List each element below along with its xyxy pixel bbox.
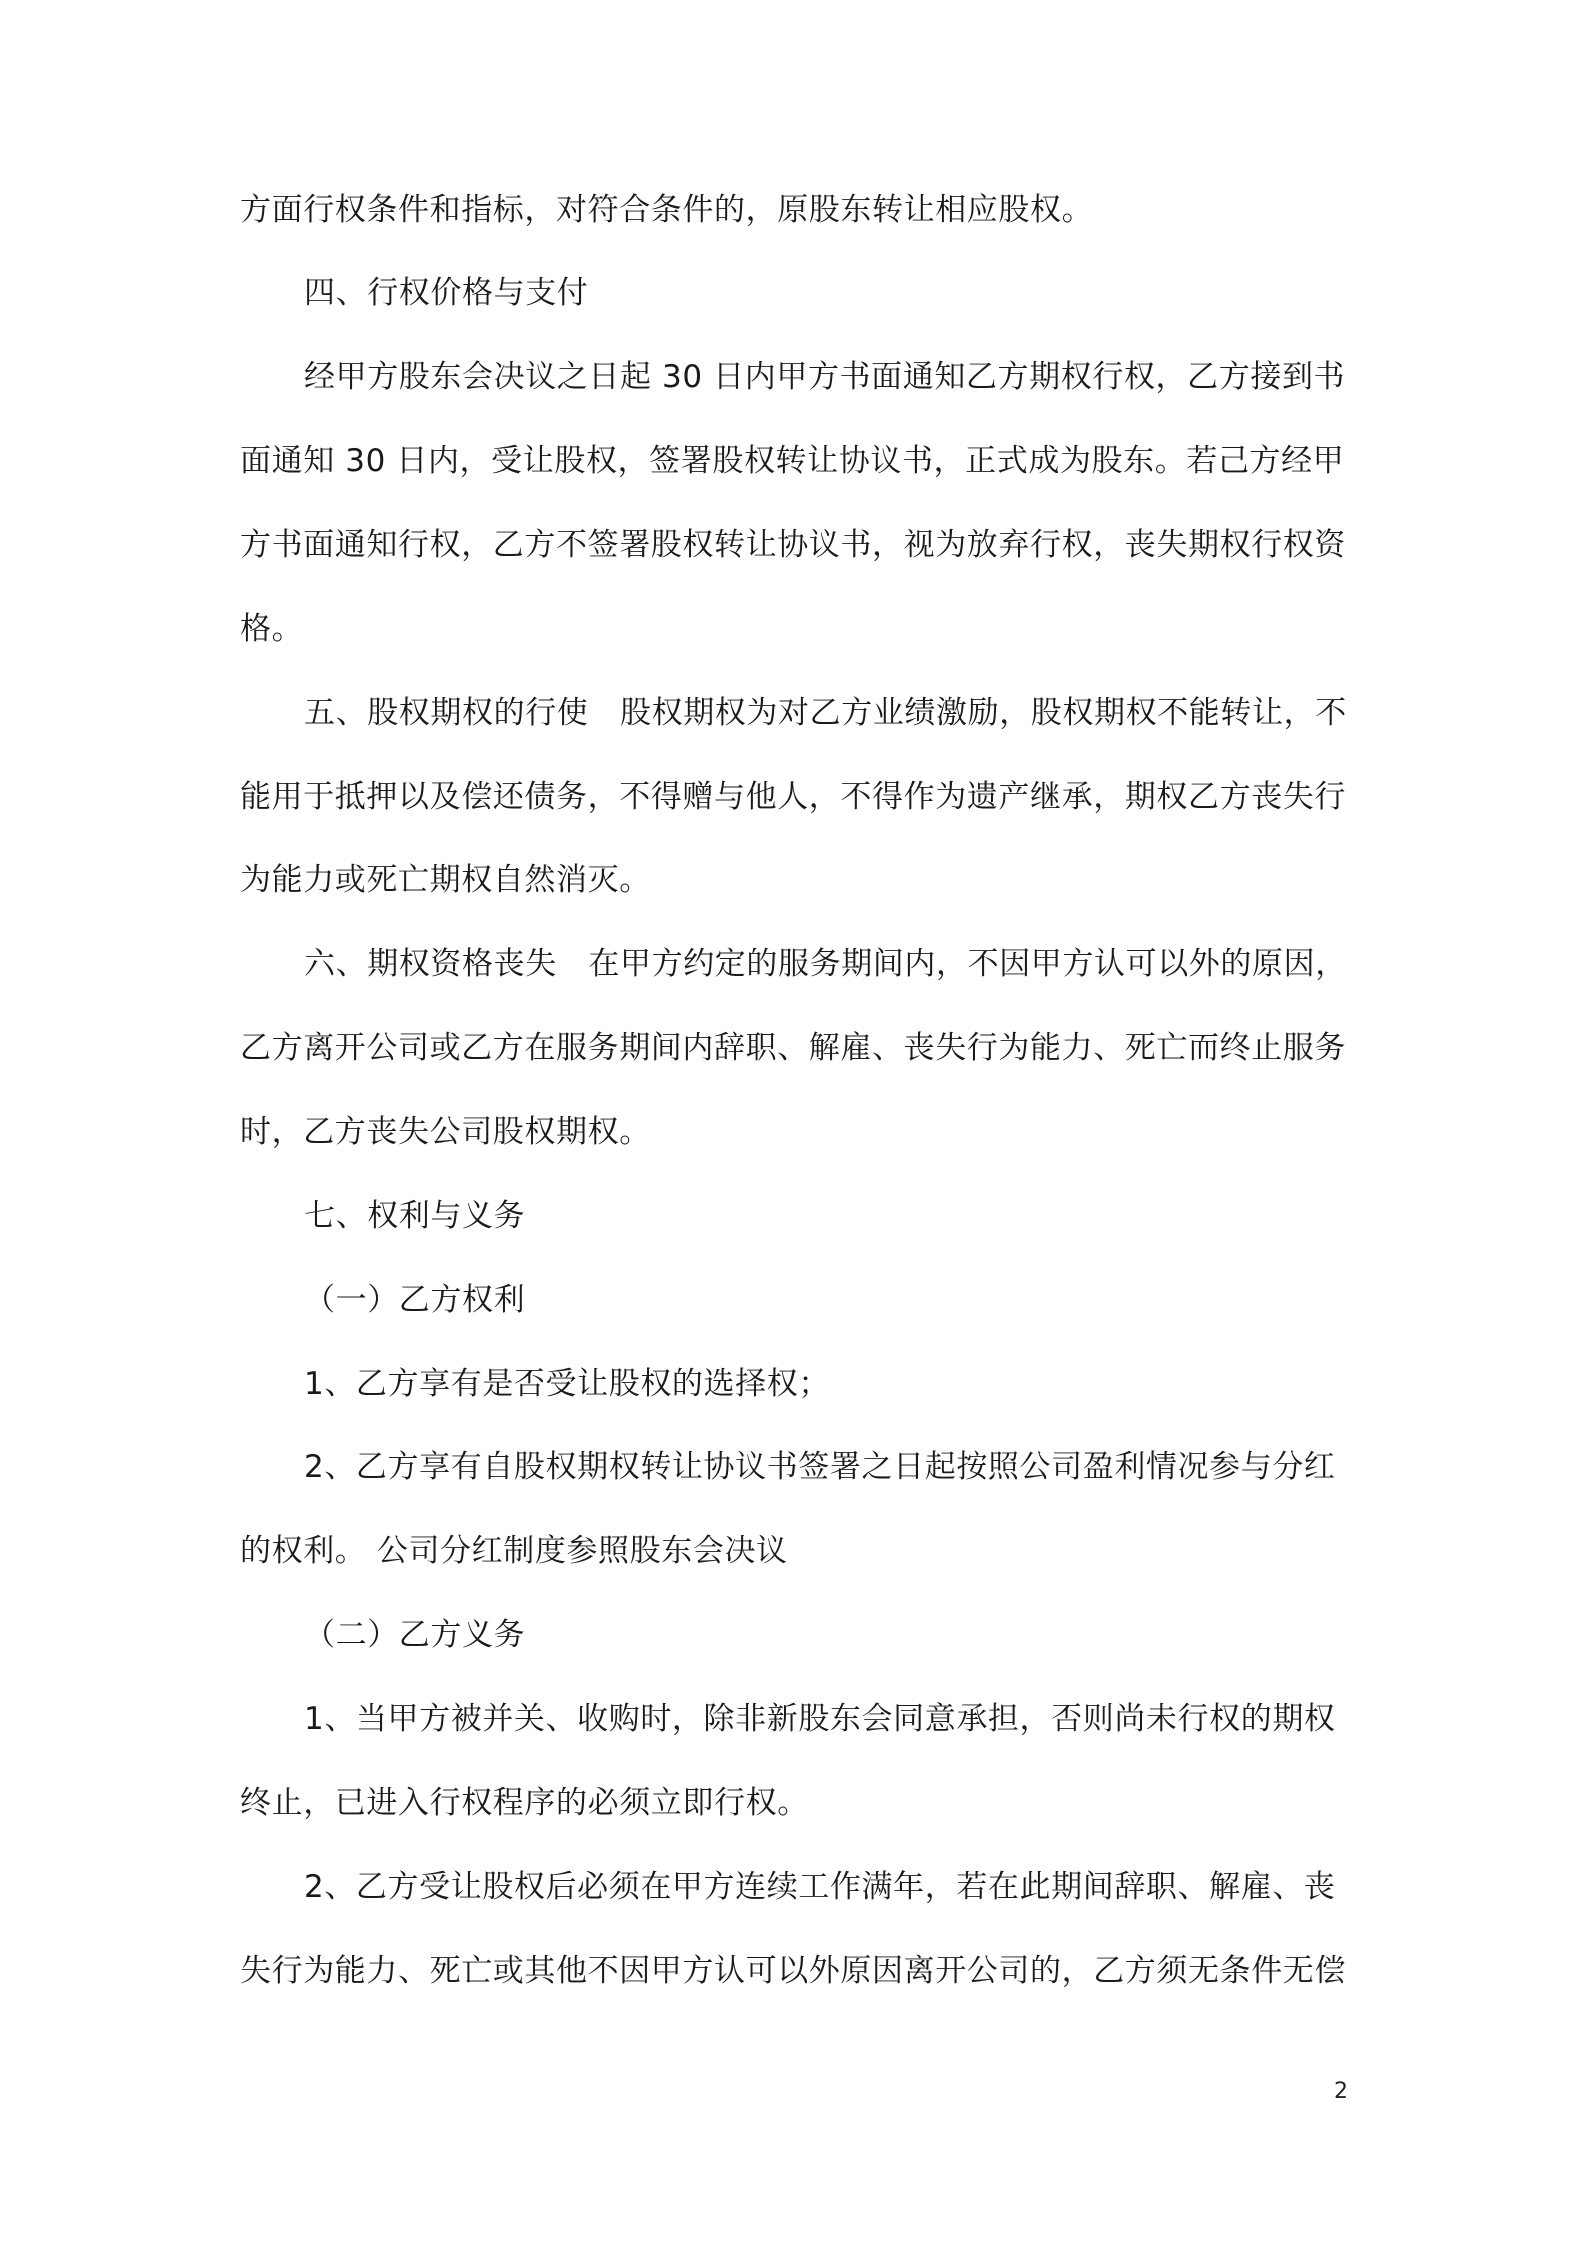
text-line: 面通知 30 日内，受让股权，签署股权转让协议书，正式成为股东。若己方经甲 — [240, 443, 1345, 479]
text-line: 方书面通知行权，乙方不签署股权转让协议书，视为放弃行权，丧失期权行权资 — [240, 527, 1346, 563]
list-item: 2、乙方享有自股权期权转让协议书签署之日起按照公司盈利情况参与分红 — [304, 1449, 1336, 1485]
page-number: 2 — [1334, 2079, 1348, 2104]
list-item: 1、乙方享有是否受让股权的选择权； — [304, 1366, 830, 1402]
text-line: 失行为能力、死亡或其他不因甲方认可以外原因离开公司的，乙方须无条件无偿 — [240, 1953, 1346, 1989]
list-item: 2、乙方受让股权后必须在甲方连续工作满年，若在此期间辞职、解雇、丧 — [304, 1869, 1336, 1905]
text-line: 方面行权条件和指标，对符合条件的，原股东转让相应股权。 — [240, 192, 1094, 228]
subsection-heading: （二）乙方义务 — [304, 1617, 526, 1653]
section-heading: 四、行权价格与支付 — [304, 275, 589, 311]
text-line: 乙方离开公司或乙方在服务期间内辞职、解雇、丧失行为能力、死亡而终止服务 — [240, 1030, 1346, 1066]
text-line: 格。 — [240, 611, 304, 647]
text-line: 五、股权期权的行使 股权期权为对乙方业绩激励，股权期权不能转让，不 — [304, 695, 1347, 731]
text-line: 能用于抵押以及偿还债务，不得赠与他人，不得作为遗产继承，期权乙方丧失行 — [240, 779, 1346, 815]
subsection-heading: （一）乙方权利 — [304, 1282, 526, 1318]
text-line: 六、期权资格丧失 在甲方约定的服务期间内，不因甲方认可以外的原因， — [304, 946, 1347, 982]
text-line: 经甲方股东会决议之日起 30 日内甲方书面通知乙方期权行权，乙方接到书 — [304, 359, 1346, 395]
text-line: 终止，已进入行权程序的必须立即行权。 — [240, 1785, 809, 1821]
section-heading: 七、权利与义务 — [304, 1198, 526, 1234]
text-line: 为能力或死亡期权自然消灭。 — [240, 862, 651, 898]
text-line: 时，乙方丧失公司股权期权。 — [240, 1114, 651, 1150]
text-line: 的权利。 公司分红制度参照股东会决议 — [240, 1533, 788, 1569]
list-item: 1、当甲方被并关、收购时，除非新股东会同意承担，否则尚未行权的期权 — [304, 1701, 1336, 1737]
